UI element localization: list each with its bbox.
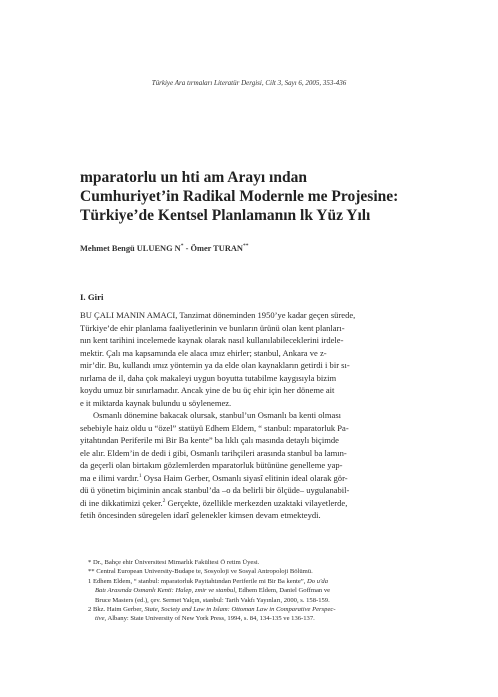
author-2: Ömer TURAN bbox=[190, 243, 243, 253]
footnote-ref-1: 1 bbox=[138, 472, 142, 479]
paragraph-1 bbox=[80, 309, 418, 409]
text-line: Osmanlı dönemine bakacak olursak, stanbul’un Osmanlı ba kenti olması bbox=[93, 410, 342, 420]
footnote-text: 2 Bkz. Haim Gerber, bbox=[88, 606, 143, 614]
footnote-ref-2: 2 bbox=[162, 497, 166, 504]
text-line: mektir. Çalı ma kapsamında ele alaca ımız ehirler; stanbul, Ankara ve z- bbox=[80, 347, 327, 358]
title-line-2: Cumhuriyet’in Radikal Modernle me Projesine: bbox=[80, 188, 399, 205]
text-segment: Oysa Haim Gerber, Osmanlı siyasî elitinin ideal olarak gör- bbox=[141, 472, 348, 483]
section-heading: I. Giri bbox=[80, 292, 104, 302]
text-line: ele alır. Eldem’in de dedi i gibi, Osmanlı tarihçileri arasında stanbul ba lamın- bbox=[80, 447, 347, 458]
author-line bbox=[80, 243, 440, 253]
text-segment: Gerçekte, özellikle merkezden uzaktaki vilayetlerde, bbox=[165, 497, 348, 508]
text-line: Türkiye’de ehir planlama faaliyetlerinin ve bunların ürünü olan kent planları- bbox=[80, 322, 345, 333]
footnote-italic-text: tive, bbox=[95, 615, 107, 623]
text-line: dü ü yönetim biçiminin ancak stanbul’da –o da belirli bir ölçüde– uygulanabil- bbox=[80, 485, 350, 495]
title-line-1: mparatorlu un hti am Arayı ından bbox=[80, 169, 307, 186]
footnote-italic-text: Do u'da bbox=[305, 577, 329, 585]
text-line: mir’dir. Bu, kullandı ımız yöntemin ya da elde olan kaynakların getirdi i bir sı- bbox=[80, 360, 350, 370]
text-line: BU ÇALI MANIN AMACI, Tanzimat döneminden 1950’ye kadar geçen sürede, bbox=[80, 310, 356, 320]
text-line: nırlama de il, daha çok makaleyi uygun boyutta tutabilme kaygısıyla bizim bbox=[80, 372, 337, 383]
text-segment: di ine dikkatimizi çeker. bbox=[80, 497, 163, 508]
text-line bbox=[80, 497, 418, 510]
running-head: Türkiye Ara tırmaları Literatür Dergisi, Cilt 3, Sayı 6, 2005, 353-436 bbox=[151, 79, 347, 87]
footnote-text: Albany: State University of New York Press, 1994, s. 84, 134-135 ve 136-137. bbox=[106, 615, 315, 623]
footnote-2 bbox=[88, 605, 418, 614]
footnote-1-continued: Bruce Masters (ed.), çev. Sermet Yalçın, stanbul: Tarih Vakfı Yayınları, 2000, s. 158-159. bbox=[95, 596, 330, 604]
title-line-3: Türkiye’de Kentsel Planlamanın lk Yüz Yılı bbox=[80, 207, 371, 224]
footnote-text: 1 Edhem Eldem, “ stanbul: mparatorluk Payitahtından Periferile mi Bir Ba kente”, bbox=[88, 577, 306, 585]
footnote-1 bbox=[88, 577, 418, 586]
footnotes bbox=[88, 558, 418, 624]
text-line: e it miktarda kaynak bulundu u söylenemez. bbox=[80, 397, 232, 408]
text-line bbox=[80, 472, 418, 485]
text-segment: ma e ilimi vardır. bbox=[80, 472, 139, 483]
footnote-italic-text: State, Society and Law in Islam: Ottoman Law in Comparative Perspec- bbox=[142, 606, 336, 614]
text-line: fetih öncesinden süregelen idarî gelenekler kimsen devam etmekteydi. bbox=[80, 510, 321, 520]
text-line: sebebiyle haiz oldu u “özel” statüyü Edhem Eldem, “ stanbul: mparatorluk Pa- bbox=[80, 422, 349, 433]
article-title bbox=[80, 168, 460, 225]
footnote-2-continued bbox=[88, 614, 418, 623]
author-1-footnote-mark: * bbox=[180, 243, 184, 249]
paragraph-2 bbox=[80, 409, 418, 522]
author-1: Mehmet Bengü ULUENG N bbox=[80, 243, 181, 253]
text-line: da geçerli olan birtakım gözlemlerden mparatorluk bütününe genelleme yap- bbox=[80, 460, 343, 470]
footnote-author-1: * Dr., Bahçe ehir Üniversitesi Mimarlık Fakültesi Ö retim Üyesi. bbox=[88, 559, 260, 566]
footnote-1-continued bbox=[88, 586, 418, 595]
author-separator: - bbox=[183, 243, 191, 253]
text-line: yitahtından Periferile mi Bir Ba kente” ba lıklı çalı masında detaylı biçimde bbox=[80, 435, 339, 445]
text-line: koydu umuz bir sınırlamadır. Ancak yine de bu üç ehir için her döneme ait bbox=[80, 385, 335, 395]
footnote-author-2: ** Central European University-Budape te, Sosyoloji ve Sosyal Antropoloji Bölümü. bbox=[88, 568, 313, 576]
body-text bbox=[80, 309, 418, 522]
author-2-footnote-mark: ** bbox=[242, 243, 249, 249]
footnote-text: Edhem Eldem, Daniel Goffman ve bbox=[236, 587, 331, 595]
text-line: nın kent tarihini incelemede kaynak olarak nasıl kullanılabileceklerini irdele- bbox=[80, 335, 344, 345]
footnote-italic-text: Batı Arasında Osmanlı Kenti: Halep, zmir ve stanbul, bbox=[95, 587, 237, 595]
